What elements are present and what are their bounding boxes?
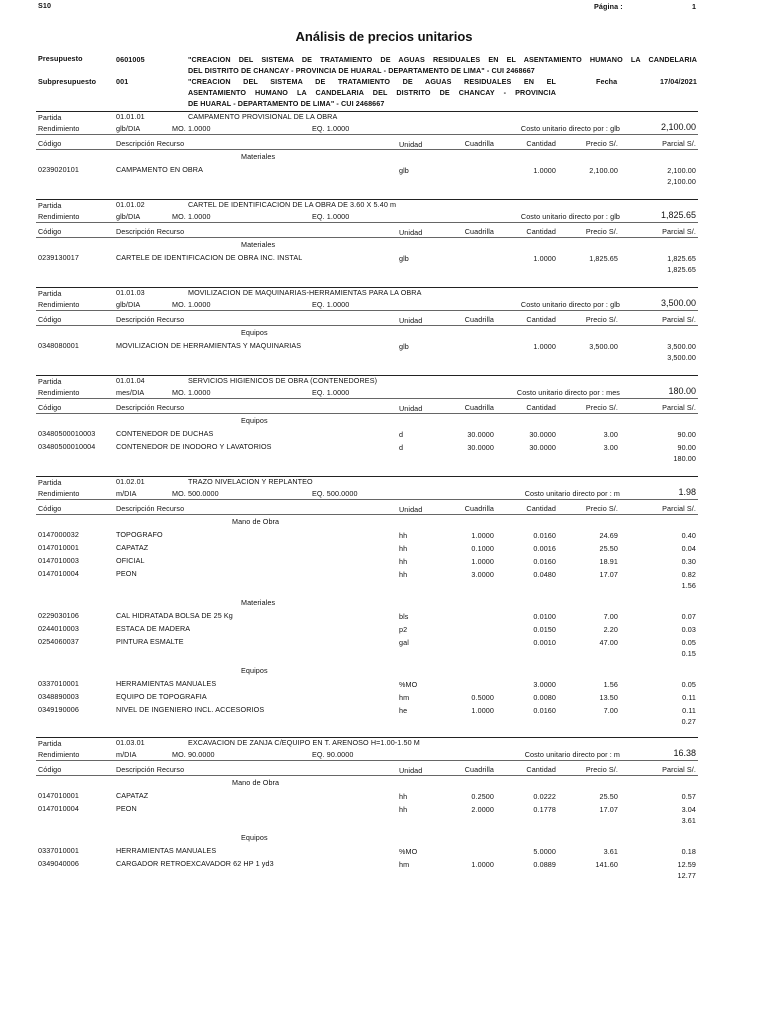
column-header-rule [36, 149, 698, 150]
rendimiento-unit: mes/DIA [116, 388, 145, 397]
rendimiento-label: Rendimiento [38, 124, 80, 133]
row-descripcion: CAL HIDRATADA BOLSA DE 25 Kg [116, 611, 233, 620]
mo-value: MO. 1.0000 [172, 300, 211, 309]
col-header-parcial: Parcial S/. [662, 315, 696, 324]
row-unidad: %MO [399, 847, 418, 856]
header-divider [36, 134, 698, 135]
row-precio: 7.00 [603, 706, 618, 715]
partida-code: 01.02.01 [116, 477, 145, 486]
row-cuadrilla: 3.0000 [471, 570, 494, 579]
row-parcial: 2,100.00 [667, 166, 696, 175]
row-codigo: 0254060037 [38, 637, 79, 646]
col-header-precio: Precio S/. [585, 227, 618, 236]
table-row [0, 341, 768, 353]
eq-value: EQ. 1.0000 [312, 388, 350, 397]
header-divider [36, 499, 698, 500]
subpresupuesto-desc-line3: DE HUARAL - DEPARTAMENTO DE LIMA" - CUI 2468667 [188, 99, 385, 108]
col-header-descripcion: Descripción Recurso [116, 315, 185, 324]
subpresupuesto-label: Subpresupuesto [38, 77, 97, 86]
row-unidad: hh [399, 531, 408, 540]
partida-label: Partida [38, 201, 62, 210]
col-header-codigo: Código [38, 504, 62, 513]
row-codigo: 0349040006 [38, 859, 79, 868]
row-cantidad: 0.0016 [533, 544, 556, 553]
table-row [0, 624, 768, 636]
row-unidad: hm [399, 693, 410, 702]
row-descripcion: OFICIAL [116, 556, 145, 565]
group-subtotal: 1,825.65 [667, 265, 696, 274]
col-header-cuadrilla: Cuadrilla [464, 403, 494, 412]
row-cantidad: 0.0160 [533, 557, 556, 566]
fecha-label: Fecha [596, 77, 618, 86]
column-header-rule [36, 237, 698, 238]
row-precio: 18.91 [599, 557, 618, 566]
row-unidad: p2 [399, 625, 408, 634]
row-precio: 17.07 [599, 570, 618, 579]
s10-logo-text: S10 [38, 1, 52, 10]
row-parcial: 0.05 [681, 680, 696, 689]
group-subtotal: 180.00 [673, 454, 696, 463]
table-row [0, 859, 768, 871]
table-row [0, 705, 768, 717]
group-title: Materiales [241, 598, 276, 607]
col-header-precio: Precio S/. [585, 765, 618, 774]
col-header-cuadrilla: Cuadrilla [464, 504, 494, 513]
row-codigo: 0348890003 [38, 692, 79, 701]
group-subtotal: 0.27 [681, 717, 696, 726]
row-precio: 3.00 [603, 430, 618, 439]
rendimiento-unit: glb/DIA [116, 124, 141, 133]
row-descripcion: EQUIPO DE TOPOGRAFIA [116, 692, 207, 701]
group-subtotal: 3.61 [681, 816, 696, 825]
row-unidad: he [399, 706, 408, 715]
eq-value: EQ. 1.0000 [312, 300, 350, 309]
partida-description: SERVICIOS HIGIENICOS DE OBRA (CONTENEDORES) [188, 376, 378, 385]
row-codigo: 0147000032 [38, 530, 79, 539]
pagina-number: 1 [692, 2, 697, 11]
costo-unitario-label: Costo unitario directo por : glb [520, 300, 620, 309]
col-header-codigo: Código [38, 315, 62, 324]
col-header-cuadrilla: Cuadrilla [464, 227, 494, 236]
table-row [0, 804, 768, 816]
col-header-codigo: Código [38, 227, 62, 236]
row-parcial: 12.59 [677, 860, 696, 869]
rendimiento-label: Rendimiento [38, 750, 80, 759]
eq-value: EQ. 500.0000 [312, 489, 358, 498]
group-subtotal: 2,100.00 [667, 177, 696, 186]
col-header-precio: Precio S/. [585, 504, 618, 513]
row-unidad: glb [399, 254, 409, 263]
row-parcial: 90.00 [677, 430, 696, 439]
row-precio: 24.69 [599, 531, 618, 540]
col-header-unidad: Unidad [399, 766, 423, 775]
row-codigo: 0147010004 [38, 804, 79, 813]
row-precio: 1.56 [603, 680, 618, 689]
row-cantidad: 0.0222 [533, 792, 556, 801]
row-cuadrilla: 0.5000 [471, 693, 494, 702]
row-parcial: 0.11 [682, 693, 696, 702]
row-cuadrilla: 2.0000 [471, 805, 494, 814]
header-divider [36, 310, 698, 311]
row-descripcion: CARTELE DE IDENTIFICACION DE OBRA INC. INSTAL [116, 253, 303, 262]
column-header-rule [36, 514, 698, 515]
col-header-descripcion: Descripción Recurso [116, 504, 185, 513]
row-parcial: 0.07 [681, 612, 696, 621]
col-header-unidad: Unidad [399, 228, 423, 237]
group-subtotal: 0.15 [681, 649, 696, 658]
row-descripcion: CAMPAMENTO EN OBRA [116, 165, 203, 174]
row-unidad: d [399, 443, 404, 452]
row-cantidad: 0.0480 [533, 570, 556, 579]
group-title: Equipos [241, 416, 268, 425]
partida-description: EXCAVACION DE ZANJA C/EQUIPO EN T. ARENOSO H=1.00-1.50 M [188, 738, 420, 747]
table-row [0, 791, 768, 803]
row-precio: 7.00 [603, 612, 618, 621]
row-descripcion: CAPATAZ [116, 791, 149, 800]
row-descripcion: PEON [116, 804, 137, 813]
table-row [0, 679, 768, 691]
rendimiento-label: Rendimiento [38, 300, 80, 309]
group-title: Materiales [241, 240, 276, 249]
group-title: Equipos [241, 666, 268, 675]
row-descripcion: PINTURA ESMALTE [116, 637, 184, 646]
col-header-codigo: Código [38, 139, 62, 148]
col-header-cantidad: Cantidad [526, 403, 556, 412]
pagina-label: Página : [594, 2, 623, 11]
partida-description: MOVILIZACION DE MAQUINARIAS-HERRAMIENTAS PARA LA OBRA [188, 288, 422, 297]
row-precio: 1,825.65 [589, 254, 618, 263]
row-unidad: hh [399, 805, 408, 814]
presupuesto-desc-line1: "CREACION DEL SISTEMA DE TRATAMIENTO DE AGUAS RESIDUALES EN EL ASENTAMIENTO HUMANO LA CANDELARIA [188, 55, 697, 64]
partida-code: 01.01.04 [116, 376, 145, 385]
row-cantidad: 1.0000 [533, 166, 556, 175]
table-row [0, 556, 768, 568]
row-descripcion: TOPOGRAFO [116, 530, 163, 539]
row-parcial: 0.82 [681, 570, 696, 579]
mo-value: MO. 500.0000 [172, 489, 219, 498]
row-descripcion: HERRAMIENTAS MANUALES [116, 846, 217, 855]
row-cuadrilla: 30.0000 [467, 430, 494, 439]
row-parcial: 0.18 [681, 847, 696, 856]
partida-code: 01.01.02 [116, 200, 145, 209]
col-header-parcial: Parcial S/. [662, 403, 696, 412]
col-header-precio: Precio S/. [585, 403, 618, 412]
col-header-cantidad: Cantidad [526, 765, 556, 774]
col-header-descripcion: Descripción Recurso [116, 227, 185, 236]
row-codigo: 0337010001 [38, 846, 79, 855]
row-precio: 25.50 [599, 544, 618, 553]
row-cuadrilla: 1.0000 [471, 860, 494, 869]
row-codigo: 0147010001 [38, 791, 79, 800]
header-divider [36, 222, 698, 223]
row-codigo: 0239130017 [38, 253, 79, 262]
row-parcial: 0.30 [681, 557, 696, 566]
costo-unitario-label: Costo unitario directo por : m [524, 750, 620, 759]
col-header-unidad: Unidad [399, 140, 423, 149]
row-precio: 3.00 [603, 443, 618, 452]
row-parcial: 0.57 [681, 792, 696, 801]
col-header-cantidad: Cantidad [526, 504, 556, 513]
col-header-unidad: Unidad [399, 404, 423, 413]
mo-value: MO. 90.0000 [172, 750, 215, 759]
col-header-cantidad: Cantidad [526, 139, 556, 148]
table-row [0, 611, 768, 623]
table-row [0, 165, 768, 177]
row-cantidad: 0.0889 [533, 860, 556, 869]
row-unidad: gal [399, 638, 409, 647]
row-descripcion: MOVILIZACION DE HERRAMIENTAS Y MAQUINARIAS [116, 341, 302, 350]
mo-value: MO. 1.0000 [172, 388, 211, 397]
row-cantidad: 30.0000 [529, 443, 556, 452]
row-unidad: hm [399, 860, 410, 869]
col-header-codigo: Código [38, 765, 62, 774]
row-parcial: 90.00 [677, 443, 696, 452]
col-header-cuadrilla: Cuadrilla [464, 139, 494, 148]
partida-code: 01.01.03 [116, 288, 145, 297]
row-cantidad: 1.0000 [533, 342, 556, 351]
costo-unitario-label: Costo unitario directo por : m [524, 489, 620, 498]
row-cantidad: 0.0150 [533, 625, 556, 634]
table-row [0, 442, 768, 454]
row-cantidad: 0.1778 [533, 805, 556, 814]
row-cantidad: 0.0080 [533, 693, 556, 702]
row-codigo: 0244010003 [38, 624, 79, 633]
partida-label: Partida [38, 478, 62, 487]
row-cuadrilla: 1.0000 [471, 531, 494, 540]
row-codigo: 0349190006 [38, 705, 79, 714]
subpresupuesto-desc-line1: "CREACION DEL SISTEMA DE TRATAMIENTO DE AGUAS RESIDUALES EN EL [188, 77, 556, 86]
col-header-codigo: Código [38, 403, 62, 412]
row-unidad: %MO [399, 680, 418, 689]
costo-unitario-value: 16.38 [673, 748, 696, 758]
row-descripcion: ESTACA DE MADERA [116, 624, 191, 633]
row-codigo: 0147010001 [38, 543, 79, 552]
fecha-value: 17/04/2021 [660, 77, 697, 86]
row-parcial: 0.03 [681, 625, 696, 634]
row-cantidad: 0.0010 [533, 638, 556, 647]
presupuesto-code: 0601005 [116, 55, 145, 64]
row-codigo: 0337010001 [38, 679, 79, 688]
col-header-unidad: Unidad [399, 316, 423, 325]
table-row [0, 429, 768, 441]
eq-value: EQ. 90.0000 [312, 750, 354, 759]
column-header-rule [36, 413, 698, 414]
row-precio: 2.20 [603, 625, 618, 634]
row-unidad: glb [399, 166, 409, 175]
rendimiento-unit: m/DIA [116, 489, 137, 498]
row-cuadrilla: 0.2500 [471, 792, 494, 801]
rendimiento-unit: m/DIA [116, 750, 137, 759]
row-parcial: 0.40 [681, 531, 696, 540]
col-header-parcial: Parcial S/. [662, 139, 696, 148]
subpresupuesto-code: 001 [116, 77, 129, 86]
row-cuadrilla: 0.1000 [471, 544, 494, 553]
mo-value: MO. 1.0000 [172, 124, 211, 133]
row-descripcion: PEON [116, 569, 137, 578]
row-cantidad: 0.0160 [533, 706, 556, 715]
group-subtotal: 3,500.00 [667, 353, 696, 362]
col-header-parcial: Parcial S/. [662, 504, 696, 513]
rendimiento-label: Rendimiento [38, 388, 80, 397]
partida-description: TRAZO NIVELACION Y REPLANTEO [188, 477, 313, 486]
header-divider [36, 760, 698, 761]
partida-label: Partida [38, 377, 62, 386]
row-cuadrilla: 1.0000 [471, 557, 494, 566]
row-precio: 25.50 [599, 792, 618, 801]
col-header-descripcion: Descripción Recurso [116, 403, 185, 412]
presupuesto-desc-line2: DEL DISTRITO DE CHANCAY - PROVINCIA DE HUARAL - DEPARTAMENTO DE LIMA" - CUI 2468667 [188, 66, 535, 75]
eq-value: EQ. 1.0000 [312, 124, 350, 133]
col-header-cantidad: Cantidad [526, 227, 556, 236]
table-row [0, 253, 768, 265]
row-codigo: 0239020101 [38, 165, 79, 174]
row-cantidad: 5.0000 [533, 847, 556, 856]
col-header-precio: Precio S/. [585, 315, 618, 324]
row-cantidad: 0.0160 [533, 531, 556, 540]
row-parcial: 0.05 [681, 638, 696, 647]
row-codigo: 03480500010003 [38, 429, 96, 438]
partida-code: 01.03.01 [116, 738, 145, 747]
row-precio: 3,500.00 [589, 342, 618, 351]
row-unidad: bls [399, 612, 409, 621]
row-cantidad: 30.0000 [529, 430, 556, 439]
row-precio: 13.50 [599, 693, 618, 702]
partida-label: Partida [38, 113, 62, 122]
group-title: Mano de Obra [232, 517, 280, 526]
group-subtotal: 1.56 [681, 581, 696, 590]
row-unidad: d [399, 430, 404, 439]
row-parcial: 3,500.00 [667, 342, 696, 351]
column-header-rule [36, 775, 698, 776]
row-precio: 2,100.00 [589, 166, 618, 175]
rendimiento-label: Rendimiento [38, 212, 80, 221]
row-codigo: 0147010004 [38, 569, 79, 578]
row-parcial: 0.11 [682, 706, 696, 715]
col-header-unidad: Unidad [399, 505, 423, 514]
row-cantidad: 0.0100 [533, 612, 556, 621]
group-title: Materiales [241, 152, 276, 161]
group-subtotal: 12.77 [677, 871, 696, 880]
row-unidad: glb [399, 342, 409, 351]
costo-unitario-value: 2,100.00 [660, 122, 696, 132]
subpresupuesto-desc-line2: ASENTAMIENTO HUMANO LA CANDELARIA DEL DISTRITO DE CHANCAY - PROVINCIA [188, 88, 556, 97]
row-cuadrilla: 30.0000 [467, 443, 494, 452]
row-parcial: 1,825.65 [667, 254, 696, 263]
group-title: Equipos [241, 833, 268, 842]
costo-unitario-value: 180.00 [668, 386, 696, 396]
row-codigo: 0229030106 [38, 611, 79, 620]
col-header-parcial: Parcial S/. [662, 227, 696, 236]
rendimiento-label: Rendimiento [38, 489, 80, 498]
partida-label: Partida [38, 289, 62, 298]
row-precio: 17.07 [599, 805, 618, 814]
rendimiento-unit: glb/DIA [116, 300, 141, 309]
table-row [0, 530, 768, 542]
row-descripcion: NIVEL DE INGENIERO INCL. ACCESORIOS [116, 705, 265, 714]
partida-description: CAMPAMENTO PROVISIONAL DE LA OBRA [188, 112, 338, 121]
column-header-rule [36, 325, 698, 326]
col-header-precio: Precio S/. [585, 139, 618, 148]
row-precio: 3.61 [603, 847, 618, 856]
group-title: Equipos [241, 328, 268, 337]
col-header-cuadrilla: Cuadrilla [464, 765, 494, 774]
row-unidad: hh [399, 792, 408, 801]
costo-unitario-label: Costo unitario directo por : glb [520, 212, 620, 221]
costo-unitario-value: 1,825.65 [660, 210, 696, 220]
row-cuadrilla: 1.0000 [471, 706, 494, 715]
partida-description: CARTEL DE IDENTIFICACION DE LA OBRA DE 3.60 X 5.40 m [188, 200, 397, 209]
col-header-cuadrilla: Cuadrilla [464, 315, 494, 324]
presupuesto-label: Presupuesto [38, 54, 83, 63]
group-title: Mano de Obra [232, 778, 280, 787]
row-codigo: 0348080001 [38, 341, 79, 350]
row-unidad: hh [399, 557, 408, 566]
costo-unitario-label: Costo unitario directo por : glb [520, 124, 620, 133]
row-cantidad: 3.0000 [533, 680, 556, 689]
costo-unitario-value: 1.98 [678, 487, 696, 497]
partida-label: Partida [38, 739, 62, 748]
table-row [0, 543, 768, 555]
partida-code: 01.01.01 [116, 112, 145, 121]
col-header-cantidad: Cantidad [526, 315, 556, 324]
row-descripcion: CONTENEDOR DE DUCHAS [116, 429, 214, 438]
costo-unitario-label: Costo unitario directo por : mes [516, 388, 620, 397]
row-codigo: 03480500010004 [38, 442, 96, 451]
row-parcial: 0.04 [681, 544, 696, 553]
costo-unitario-value: 3,500.00 [660, 298, 696, 308]
row-parcial: 3.04 [681, 805, 696, 814]
row-cantidad: 1.0000 [533, 254, 556, 263]
col-header-descripcion: Descripción Recurso [116, 139, 185, 148]
document-title: Análisis de precios unitarios [295, 29, 473, 44]
col-header-descripcion: Descripción Recurso [116, 765, 185, 774]
table-row [0, 692, 768, 704]
table-row [0, 637, 768, 649]
mo-value: MO. 1.0000 [172, 212, 211, 221]
row-descripcion: CAPATAZ [116, 543, 149, 552]
row-descripcion: CONTENEDOR DE INODORO Y LAVATORIOS [116, 442, 272, 451]
rendimiento-unit: glb/DIA [116, 212, 141, 221]
eq-value: EQ. 1.0000 [312, 212, 350, 221]
row-precio: 47.00 [599, 638, 618, 647]
col-header-parcial: Parcial S/. [662, 765, 696, 774]
table-row [0, 569, 768, 581]
row-unidad: hh [399, 570, 408, 579]
row-unidad: hh [399, 544, 408, 553]
row-codigo: 0147010003 [38, 556, 79, 565]
row-descripcion: CARGADOR RETROEXCAVADOR 62 HP 1 yd3 [116, 859, 274, 868]
table-row [0, 846, 768, 858]
row-precio: 141.60 [595, 860, 618, 869]
row-descripcion: HERRAMIENTAS MANUALES [116, 679, 217, 688]
header-divider [36, 398, 698, 399]
